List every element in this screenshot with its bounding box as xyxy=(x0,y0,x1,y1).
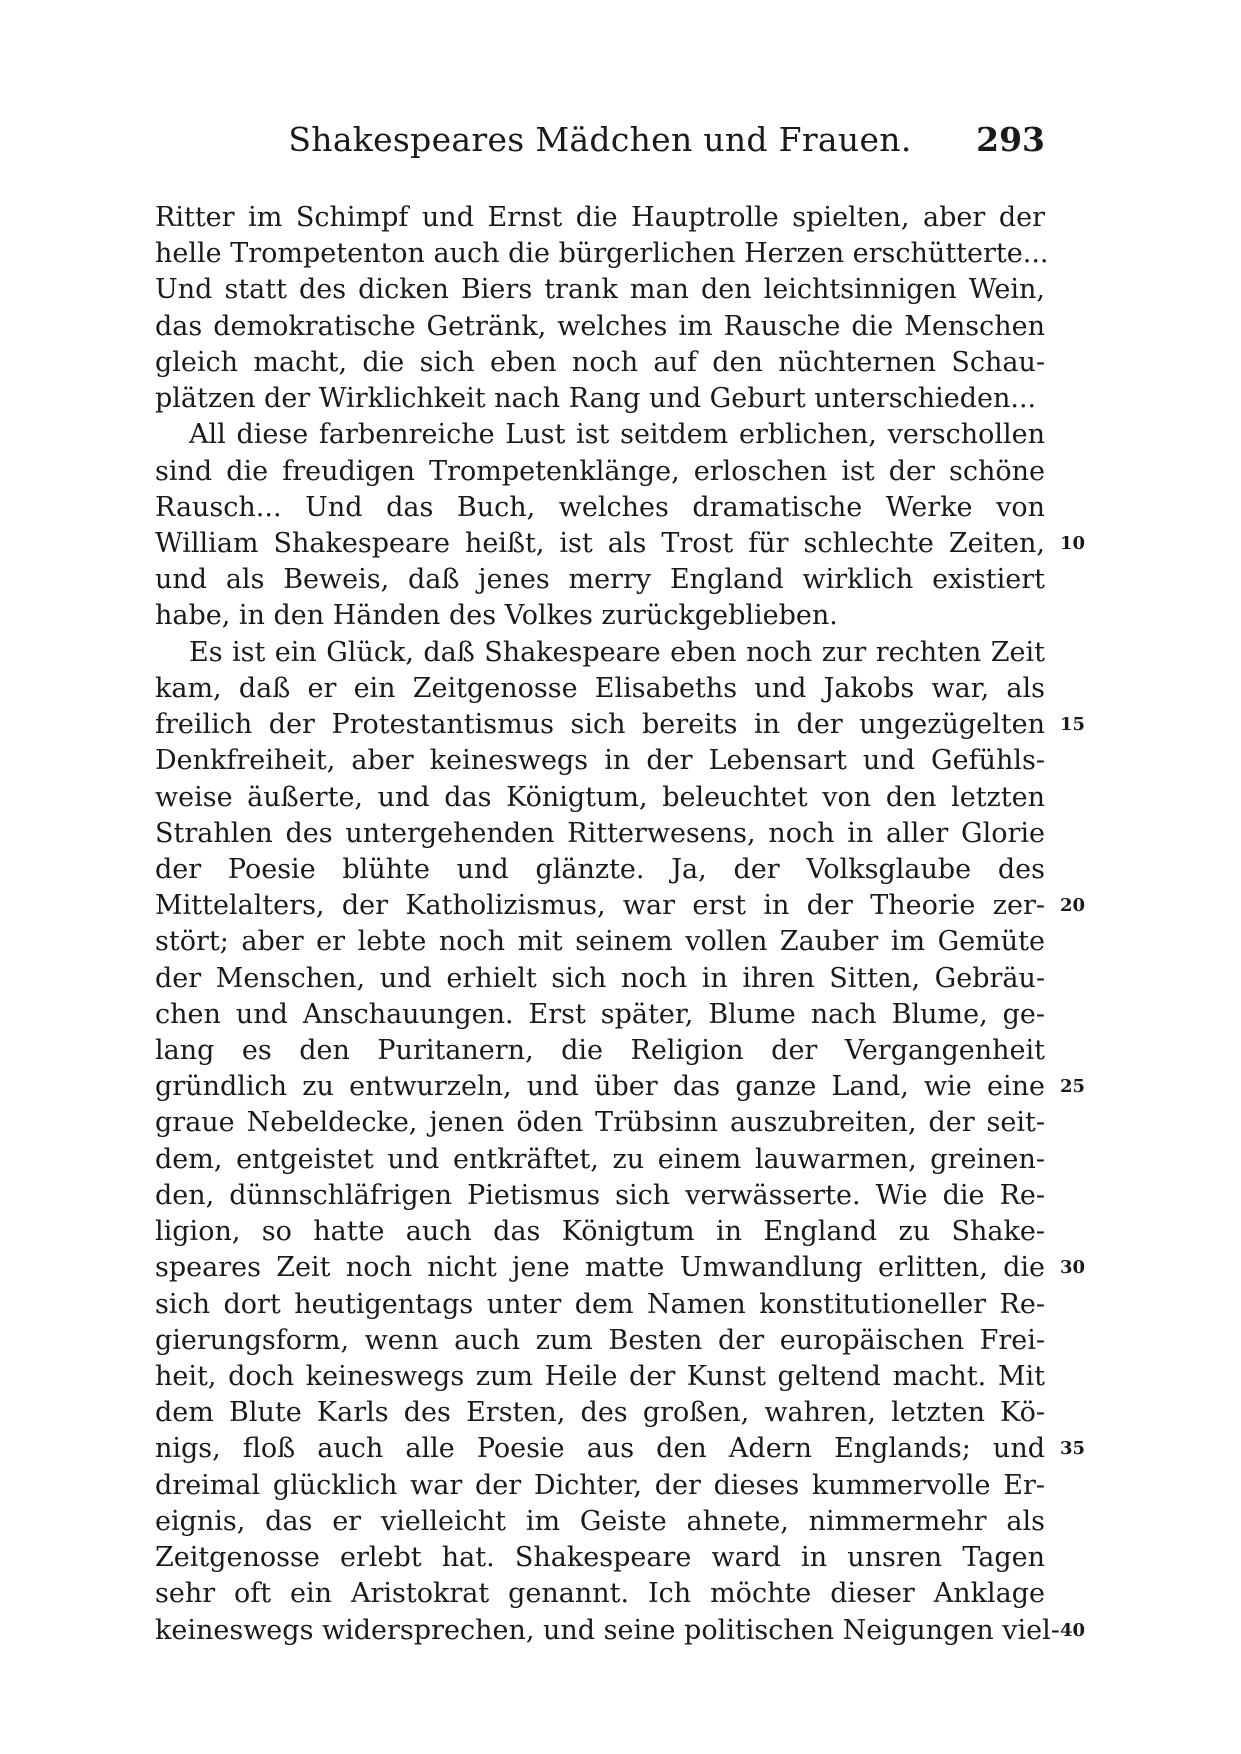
text-line: chen und Anschauungen. Erst später, Blume nach Blume, ge- xyxy=(155,998,1045,1030)
text-line: William Shakespeare heißt, ist als Trost für schlechte Zeiten, 10 xyxy=(155,526,1045,562)
text-line: Und statt des dicken Biers trank man den leichtsinnigen Wein, xyxy=(155,274,1045,306)
line-number: 35 xyxy=(1060,1438,1086,1460)
text-line: das demokratische Getränk, welches im Rausche die Menschen xyxy=(155,310,1045,342)
text-line: Mittelalters, der Katholizismus, war erst in der Theorie zer- 20 xyxy=(155,888,1045,924)
text-line: sehr oft ein Aristokrat genannt. Ich möchte dieser Anklage xyxy=(155,1578,1045,1610)
text-line: Rausch... Und das Buch, welches dramatische Werke von xyxy=(155,491,1045,523)
line-number: 30 xyxy=(1060,1257,1086,1279)
text-line: speares Zeit noch nicht jene matte Umwandlung erlitten, die 30 xyxy=(155,1250,1045,1286)
text-line: weise äußerte, und das Königtum, beleuchtet von den letzten xyxy=(155,781,1045,813)
text-line: helle Trompetenton auch die bürgerlichen Herzen erschütterte... xyxy=(155,238,1049,270)
line-number: 25 xyxy=(1060,1076,1086,1098)
running-head xyxy=(155,120,1045,168)
text-line: sind die freudigen Trompetenklänge, erloschen ist der schöne xyxy=(155,455,1045,487)
text-line: lang es den Puritanern, die Religion der Vergangenheit xyxy=(155,1035,1045,1067)
text-line: den, dünnschläfrigen Pietismus sich verwässerte. Wie die Re- xyxy=(155,1179,1045,1211)
text-line: Ritter im Schimpf und Ernst die Hauptrolle spielten, aber der xyxy=(155,202,1045,233)
running-title: Shakespeares Mädchen und Frauen. xyxy=(288,120,912,159)
text-line: kam, daß er ein Zeitgenosse Elisabeths und Jakobs war, als xyxy=(155,672,1045,704)
text-line: gierungsform, wenn auch zum Besten der europäischen Frei- xyxy=(155,1324,1045,1356)
line-number: 20 xyxy=(1060,895,1086,917)
text-line: habe, in den Händen des Volkes zurückgeblieben. xyxy=(155,600,838,632)
text-line: keineswegs widersprechen, und seine politischen Neigungen viel- 40 xyxy=(155,1613,1045,1649)
text-line: graue Nebeldecke, jenen öden Trübsinn auszubreiten, der seit- xyxy=(155,1107,1045,1139)
line-number: 15 xyxy=(1060,714,1086,736)
line-number: 10 xyxy=(1060,532,1086,554)
text-line: heit, doch keineswegs zum Heile der Kunst geltend macht. Mit xyxy=(155,1361,1045,1392)
text-line: der Poesie blühte und glänzte. Ja, der Volksglaube des xyxy=(155,853,1045,885)
text-line: stört; aber er lebte noch mit seinem vollen Zauber im Gemüte xyxy=(155,926,1045,958)
text-line: Strahlen des untergehenden Ritterwesens, noch in aller Glorie xyxy=(155,817,1045,849)
text-line: plätzen der Wirklichkeit nach Rang und Geburt unterschieden... xyxy=(155,383,1037,415)
text-line: gleich macht, die sich eben noch auf den nüchternen Schau- xyxy=(155,346,1045,378)
text-line: sich dort heutigentags unter dem Namen konstitutioneller Re- xyxy=(155,1288,1045,1320)
body-text xyxy=(155,200,1086,1649)
text-line: All diese farbenreiche Lust ist seitdem erblichen, verschollen xyxy=(189,419,1045,451)
text-line: ligion, so hatte auch das Königtum in England zu Shake- xyxy=(155,1216,1045,1248)
text-line: Es ist ein Glück, daß Shakespeare eben noch zur rechten Zeit xyxy=(189,636,1045,668)
text-line: freilich der Protestantismus sich bereits in der ungezügelten 15 xyxy=(155,707,1045,743)
text-line: dem, entgeistet und entkräftet, zu einem lauwarmen, greinen- xyxy=(155,1143,1045,1175)
text-line: dem Blute Karls des Ersten, des großen, wahren, letzten Kö- xyxy=(155,1397,1045,1429)
text-line: der Menschen, und erhielt sich noch in ihren Sitten, Gebräu- xyxy=(155,962,1045,994)
text-line: Zeitgenosse erlebt hat. Shakespeare ward in unsren Tagen xyxy=(155,1542,1045,1574)
text-line: gründlich zu entwurzeln, und über das ganze Land, wie eine 25 xyxy=(155,1069,1045,1105)
text-line: dreimal glücklich war der Dichter, der dieses kummervolle Er- xyxy=(155,1469,1045,1501)
line-number: 40 xyxy=(1060,1619,1086,1641)
text-line: Denkfreiheit, aber keineswegs in der Lebensart und Gefühls- xyxy=(155,745,1045,777)
text-line: und als Beweis, daß jenes merry England wirklich existiert xyxy=(155,564,1045,596)
page-number: 293 xyxy=(976,120,1045,159)
text-line: nigs, floß auch alle Poesie aus den Adern Englands; und 35 xyxy=(155,1431,1045,1467)
text-line: eignis, das er vielleicht im Geiste ahnete, nimmermehr als xyxy=(155,1505,1045,1537)
